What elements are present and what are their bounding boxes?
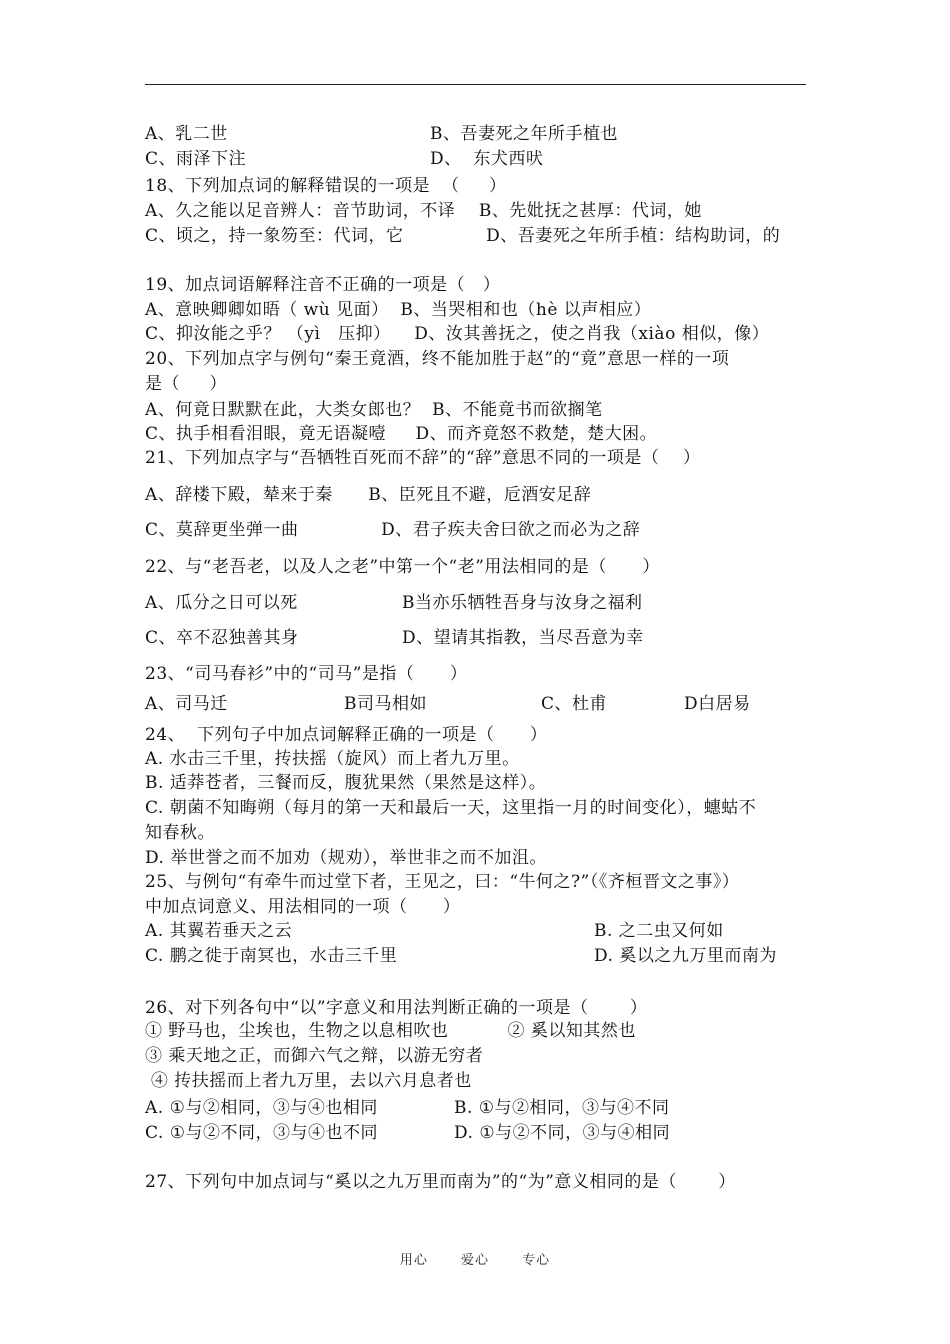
option-line: ③ 乘天地之正，而御六气之辩，以游无穷者 — [145, 1046, 484, 1066]
option-line: C、杜甫 — [541, 694, 608, 714]
option-line: D、望请其指教，当尽吾意为幸 — [402, 628, 644, 648]
question-20: 20、下列加点字与例句“秦王竟酒，终不能加胜于赵”的“竟”意思一样的一项 — [145, 349, 730, 369]
question-23: 23、“司马春衫”中的“司马”是指（ ） — [145, 664, 468, 684]
option-line: B当亦乐牺牲吾身与汝身之福利 — [402, 593, 643, 613]
option-line: C、雨泽下注 — [145, 149, 247, 169]
option-line: A、司马迁 — [145, 694, 228, 714]
option-line: C、执手相看泪眼，竟无语凝噎 D、而齐竟怒不救楚，楚大困。 — [145, 424, 658, 444]
question-27: 27、下列句中加点词与“奚以之九万里而南为”的“为”意义相同的是（ ） — [145, 1172, 736, 1192]
footer-word: 专心 — [522, 1253, 551, 1268]
option-line: B、吾妻死之年所手植也 — [430, 124, 618, 144]
question-20-cont: 是（ ） — [145, 374, 228, 394]
top-rule — [145, 84, 806, 85]
question-25-cont: 中加点词意义、用法相同的一项（ ） — [145, 897, 461, 917]
option-line: ④ 抟扶摇而上者九万里，去以六月息者也 — [145, 1071, 472, 1091]
page-footer — [0, 1249, 950, 1268]
option-line: B. 适莽苍者，三餐而反，腹犹果然（果然是这样）。 — [145, 773, 547, 793]
option-line: A、乳二世 — [145, 124, 228, 144]
question-25: 25、与例句“有牵牛而过堂下者，王见之，曰：“牛何之?”（《齐桓晋文之事》） — [145, 872, 740, 892]
option-line: D. 举世誉之而不加劝（规劝），举世非之而不加沮。 — [145, 848, 547, 868]
option-line: A、瓜分之日可以死 — [145, 593, 298, 613]
option-line: A、辞楼下殿，辇来于秦 B、臣死且不避，卮酒安足辞 — [145, 485, 592, 505]
option-line: C. 鹏之徙于南冥也，水击三千里 — [145, 946, 398, 966]
option-line: C、莫辞更坐弹一曲 D、君子疾夫舍曰欲之而必为之辞 — [145, 520, 641, 540]
footer-word: 爱心 — [460, 1253, 489, 1268]
question-19: 19、加点词语解释注音不正确的一项是（ ） — [145, 275, 501, 295]
option-line: A、久之能以足音辨人：音节助词，不译 B、先妣抚之甚厚：代词，她 — [145, 201, 702, 221]
option-line: D白居易 — [684, 694, 751, 714]
option-line: B司马相如 — [344, 694, 427, 714]
option-line: B. ①与②相同，③与④不同 — [454, 1098, 670, 1118]
option-line: A. 水击三千里，抟扶摇（旋风）而上者九万里。 — [145, 749, 520, 769]
option-line: D、 东犬西吠 — [430, 149, 544, 169]
option-line: C、顷之，持一象笏至：代词，它 D、吾妻死之年所手植：结构助词，的 — [145, 226, 781, 246]
question-24: 24、 下列句子中加点词解释正确的一项是（ ） — [145, 725, 548, 745]
footer-word: 用心 — [399, 1253, 428, 1268]
option-line: C. ①与②不同，③与④也不同 — [145, 1123, 378, 1143]
option-line: A、何竟日默默在此，大类女郎也？ B、不能竟书而欲搁笔 — [145, 400, 603, 420]
question-18: 18、下列加点词的解释错误的一项是 （ ） — [145, 176, 507, 196]
option-line: C. 朝菌不知晦朔（每月的第一天和最后一天，这里指一月的时间变化），蟪蛄不 — [145, 798, 757, 818]
option-line: A、意映卿卿如晤（ wù 见面） B、当哭相和也（hè 以声相应） — [145, 300, 652, 320]
option-line: C、卒不忍独善其身 — [145, 628, 299, 648]
option-line: D. ①与②不同，③与④相同 — [454, 1123, 671, 1143]
option-line-cont: 知春秋。 — [145, 823, 215, 843]
option-line: C、抑汝能之乎？ （yì 压抑） D、汝其善抚之，使之肖我（xiào 相似，像） — [145, 324, 770, 344]
option-line: A. ①与②相同，③与④也相同 — [145, 1098, 378, 1118]
question-26: 26、对下列各句中“以”字意义和用法判断正确的一项是（ ） — [145, 998, 648, 1018]
option-line: D. 奚以之九万里而南为 — [594, 946, 777, 966]
question-21: 21、下列加点字与“吾牺牲百死而不辞”的“辞”意思不同的一项是（ ） — [145, 448, 701, 468]
option-line: A. 其翼若垂天之云 — [145, 921, 293, 941]
option-line: B. 之二虫又何如 — [594, 921, 724, 941]
question-22: 22、与“老吾老，以及人之老”中第一个“老”用法相同的是（ ） — [145, 557, 660, 577]
option-line: ① 野马也，尘埃也，生物之以息相吹也 ② 奚以知其然也 — [145, 1021, 636, 1041]
